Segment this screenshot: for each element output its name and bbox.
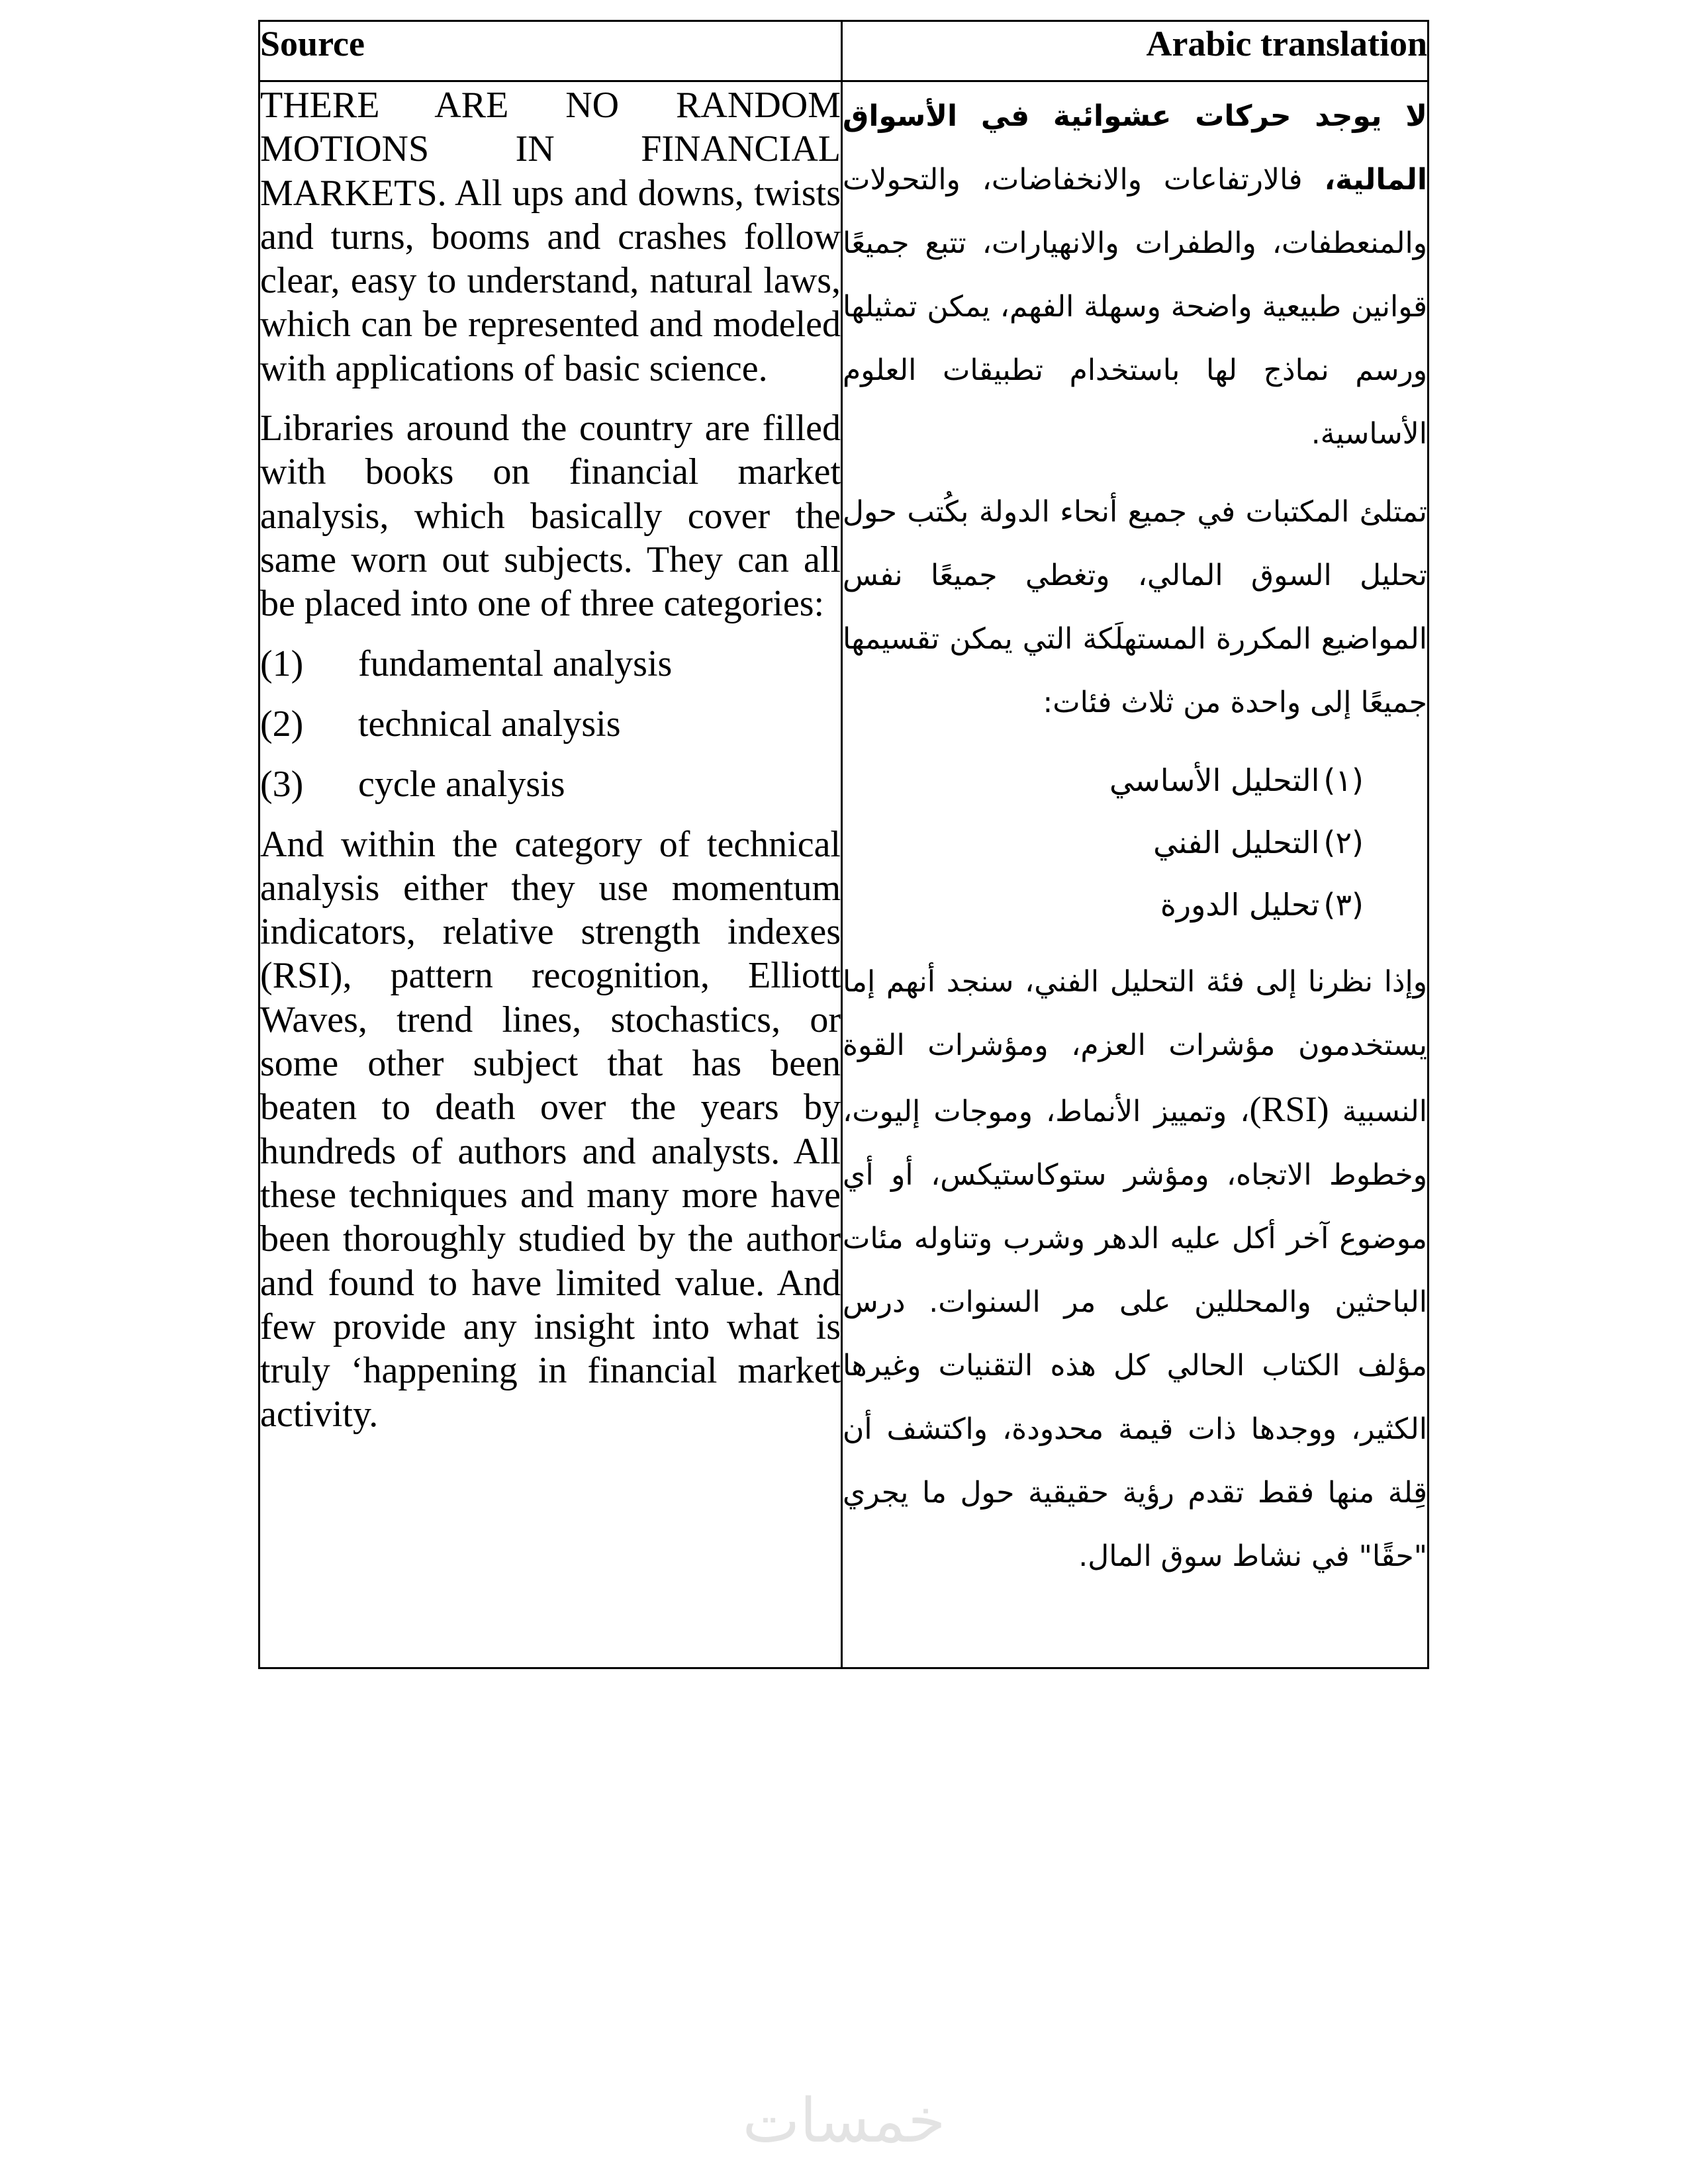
list-number: (٣) [1323, 887, 1364, 923]
arabic-list-item [843, 874, 1364, 936]
list-text: التحليل الأساسي [1109, 762, 1320, 798]
source-list-item [260, 642, 841, 686]
arabic-column-header: Arabic translation [842, 21, 1429, 81]
arabic-paragraph-2: تمتلئ المكتبات في جميع أنحاء الدولة بكُتب حول تحليل السوق المالي، وتغطي جميعًا نفس المواضيع المكررة المستهلَكة التي يمكن تقسيمها جميعًا إلى واحدة من ثلاث فئات: [843, 495, 1427, 719]
content-row [259, 81, 1429, 1668]
source-list-item [260, 762, 841, 806]
arabic-list-item [843, 811, 1364, 874]
source-column-header: Source [259, 21, 842, 81]
source-list-item [260, 702, 841, 746]
source-paragraph-1: THERE ARE NO RANDOM MOTIONS IN FINANCIAL MARKETS. All ups and downs, twists and turns, booms and crashes follow clear, easy to understand, natural laws, which can be represented and modeled with applications of basic science. [260, 85, 841, 389]
rsi-abbreviation: (RSI) [1249, 1089, 1329, 1129]
list-text: تحليل الدورة [1160, 887, 1320, 923]
list-text: fundamental analysis [358, 643, 673, 684]
arabic-paragraph-3-part-b: ، وتمييز الأنماط، وموجات إليوت، وخطوط الاتجاه، ومؤشر ستوكاستيكس، أو أي موضوع آخر أكل عليه الدهر وشرب وتناوله مئات الباحثين والمحللين على مر السنوات. درس مؤلف الكتاب الحالي كل هذه التقنيات وغيرها الكثير، ووجدها ذات قيمة محدودة، واكتشف أن قِلة منها فقط تقدم رؤية حقيقية حول ما يجري "حقًا" في نشاط سوق المال. [843, 1095, 1427, 1573]
arabic-paragraph-1-body: فالارتفاعات والانخفاضات، والتحولات والمنعطفات، والطفرات والانهيارات، تتبع جميعًا قوانين طبيعية واضحة وسهلة الفهم، يمكن تمثيلها ورسم نماذج لها باستخدام تطبيقات العلوم الأساسية. [843, 163, 1427, 451]
list-text: التحليل الفني [1153, 825, 1320, 860]
arabic-paragraph-1-lead: لا يوجد حركات عشوائية في الأسواق المالية، [843, 99, 1427, 197]
translation-table [258, 20, 1429, 1669]
list-number: (٢) [1323, 825, 1364, 860]
arabic-paragraph-3-part-a: وإذا نظرنا إلى فئة التحليل الفني، سنجد أنهم إما يستخدمون مؤشرات العزم، ومؤشرات القوة النسبية [843, 965, 1427, 1128]
arabic-list-item [843, 749, 1364, 811]
list-number: (١) [1323, 762, 1364, 798]
list-number: (3) [260, 763, 304, 805]
list-number: (2) [260, 703, 304, 745]
header-row [259, 21, 1429, 81]
source-paragraph-3: And within the category of technical analysis either they use momentum indicators, relative strength indexes (RSI), pattern recognition, Elliott Waves, trend lines, stochastics, or some other subject that has been beaten to death over the years by hundreds of authors and analysts. All these techniques and many more have been thoroughly studied by the author and found to have limited value. And few provide any insight into what is truly ‘happening in financial market activity. [260, 823, 841, 1435]
list-number: (1) [260, 643, 304, 684]
source-paragraph-2: Libraries around the country are filled with books on financial market analysis, which basically cover the same worn out subjects. They can all be placed into one of three categories: [260, 408, 841, 625]
list-text: cycle analysis [358, 763, 565, 805]
arabic-paragraph-1 [843, 85, 1427, 466]
khamsat-watermark-logo: خمسات [742, 2085, 946, 2156]
source-cell [259, 81, 842, 1668]
list-text: technical analysis [358, 703, 621, 745]
arabic-cell [842, 81, 1429, 1668]
arabic-paragraph-3 [843, 950, 1427, 1588]
